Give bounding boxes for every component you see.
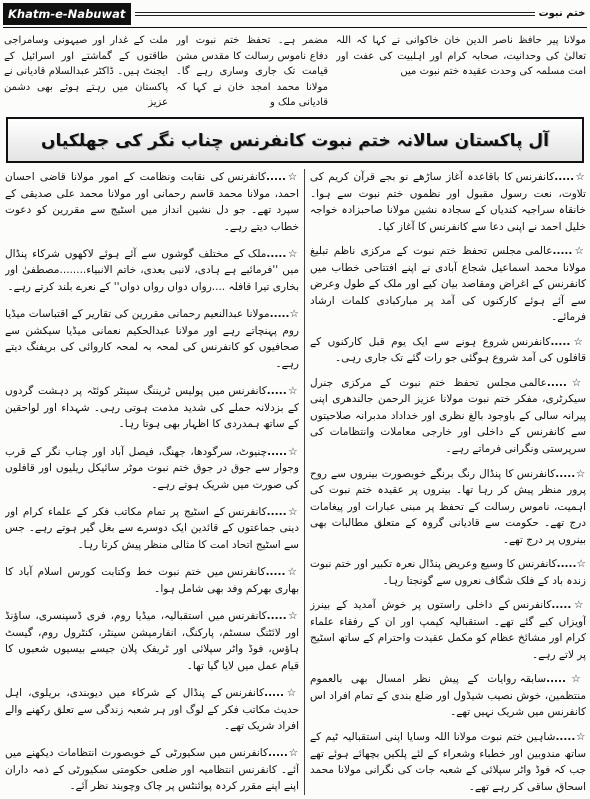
star-bullet: ☆..... xyxy=(267,747,299,760)
article-headline: آل پاکستان سالانہ ختم نبوت کانفرنس چناب نگر کی جھلکیاں xyxy=(41,130,549,151)
news-item-text: شاہین ختم نبوت مولانا اللہ وسایا اپنی استقبالیہ ٹیم کے ساتھ مندوبین اور خطباء وشعراء کے لئے پلکیں بچھائے ہوئے تھے جب کہ فوڈ واٹر سپلائی کے شعبہ جات کی نگرانی مولانا محمد اسحاق ساقی کر رہے تھے۔ xyxy=(310,731,586,793)
publication-logo: ختم نبوت xyxy=(538,8,586,19)
news-item-text: کانفرنس کی نقابت ونظامت کے امور مولانا قاضی احسان احمد، مولانا محمد قاسم رحمانی اور مولانا محمد علی صدیقی کے سپرد تھے۔ جو دل نشین انداز میں اسٹیج سے مقررین کو دعوت خطاب دیتے رہے۔ xyxy=(5,171,299,233)
news-item xyxy=(5,306,299,372)
news-item xyxy=(310,671,586,721)
star-bullet: ☆..... xyxy=(266,171,299,183)
intro-column-left: ملت کے غدار اور صیہونی وسامراجی طاقتوں کے گماشتے اور اسرائیل کے ایجنٹ ہیں۔ ڈاکٹر عبدالسلام قادیانی نے پاکستان میں رہتے ہوئے بھی دشمن عزیز xyxy=(4,35,168,108)
star-bullet: ☆..... xyxy=(556,558,586,571)
news-item xyxy=(5,564,299,597)
news-item-text: کانفرنس شروع ہونے سے ایک یوم قبل کارکنوں کے قافلوں کی آمد شروع ہوگئی جو رات گئے تک جاری رہی۔ xyxy=(310,335,586,365)
news-item xyxy=(310,729,586,795)
news-item xyxy=(310,169,586,235)
news-item-text: ملک کے مختلف گوشوں سے آئے ہوئے لاکھوں شرکاء پنڈال میں ''فرمائیے ہے ہادی، لانبی بعدی، خاتم الانبیاء........مصطفیٰ اور بخاری تیرا قافلہ ....رواں دواں رواں دواں'' کے نعرے بلند کرتے رہے۔ xyxy=(5,247,299,293)
news-item xyxy=(5,608,299,674)
star-bullet: ☆..... xyxy=(266,505,299,518)
star-bullet: ☆..... xyxy=(552,245,586,258)
news-item-text: کانفرنس کا وسیع وعریض پنڈال نعرہ تکبیر اور ختم نبوت زندہ باد کے فلک شگاف نعروں سے گونجتا رہا۔ xyxy=(310,558,586,587)
intro-column-middle: مضمر ہے۔ تحفظ ختم نبوت اور دفاع ناموس رسالت کا مقدس مشن قیامت تک جاری وساری رہے گا۔ مولانا محمد امجد خان نے کہا کہ قادیانی ملک و xyxy=(176,35,328,108)
publication-title: Khatm-e-Nabuwat xyxy=(3,3,131,25)
headline-banner xyxy=(6,117,584,163)
star-bullet: ☆..... xyxy=(264,687,299,699)
news-item-text: کانفرنس کے داخلی راستوں پر خوش آمدید کے بینرز آویزاں کیے گئے تھے۔ استقبالیہ کیمپ اور ان کے رفقاء علماء کرام اور مشائخ عظام کو مکمل عقیدت واحترام کے ساتھ اسٹیج پر لاتے رہے۔ xyxy=(310,599,586,661)
star-bullet: ☆..... xyxy=(266,247,299,260)
star-bullet: ☆..... xyxy=(265,566,299,579)
news-item xyxy=(5,444,299,494)
header-divider xyxy=(3,27,587,28)
continued-text xyxy=(4,33,586,113)
news-item xyxy=(5,745,299,795)
star-bullet: ☆..... xyxy=(269,308,299,321)
star-bullet: ☆..... xyxy=(266,610,299,623)
news-item-text: کانفرنس کے اسٹیج پر تمام مکاتب فکر کے علماء کرام اور دینی جماعتوں کے قائدین ایک دوسرے سے بغل گیر ہوتے رہے۔ جس سے اسٹیج اتحاد امت کا مثالی منظر پیش کرتا رہا۔ xyxy=(5,505,299,551)
news-item xyxy=(5,169,299,235)
star-bullet: ☆..... xyxy=(554,171,586,183)
star-bullet: ☆..... xyxy=(551,599,586,612)
news-item-text: عالمی مجلس تحفظ ختم نبوت کے مرکزی ناظم تبلیغ مولانا محمد اسماعیل شجاع آبادی نے اپنے افتتاحی خطاب میں کانفرنس کے اغراض ومقاصد بیان کیے اور ملک کے طول وعرض سے آئے ہوئے کارکنوں کی آمد پر مبارکبادی کلمات ارشاد فرمائے۔ xyxy=(310,245,586,324)
news-item-text: کانفرنس کا پنڈال رنگ برنگے خوبصورت بینروں سے روح پرور منظر پیش کر رہا تھا۔ بینروں پر عقیدہ ختم نبوت کی اہمیت، ناموس رسالت کے تحفظ پر مبنی عبارات اور پیغامات درج تھے۔ حکومت سے قادیانی گروہ کے متعلق مطالبات بھی بینروں پر درج تھے۔ xyxy=(310,467,586,546)
news-item-text: کانفرنس کا باقاعدہ آغاز ساڑھے نو بجے قرآن کریم کی تلاوت، نعت رسول مقبول اور نظموں ختم نبوت سے ہوا۔ خانقاہ سراجیہ کندیاں کے سجادہ نشین مولانا صاحبزادہ خواجہ خلیل احمد نے اپنی دعا سے کانفرنس کا آغاز کیا۔ xyxy=(310,171,586,233)
column-divider xyxy=(304,169,305,795)
news-item xyxy=(310,597,586,663)
article-body xyxy=(4,169,586,795)
news-item xyxy=(5,383,299,433)
page-header xyxy=(3,3,587,29)
star-bullet: ☆..... xyxy=(546,376,586,389)
star-bullet: ☆..... xyxy=(266,385,299,398)
news-item xyxy=(5,246,299,296)
news-item-text: کانفرنس میں استقبالیہ، میڈیا روم، فری ڈسپنسری، ساؤنڈ اور لائٹنگ سسٹم، پارکنگ، انفارمیشن سینٹر، کنٹرول روم، گیسٹ ہاؤس، فوڈ واٹر سپلائی اور ٹریفک پلان جیسے بیسیوں شعبوں کا قیام عمل میں لایا گیا تھا۔ xyxy=(5,610,299,672)
header-rule xyxy=(135,12,535,16)
star-bullet: ☆..... xyxy=(550,335,586,348)
news-item xyxy=(310,334,586,367)
star-bullet: ☆..... xyxy=(555,731,586,743)
news-item xyxy=(310,466,586,549)
news-item xyxy=(310,556,586,589)
news-item-text: کانفرنس میں ختم نبوت خط وکتابت کورس اسلام آباد کا بھاری بھرکم وفد بھی شامل ہوا۔ xyxy=(5,566,299,595)
star-bullet: ☆..... xyxy=(267,445,299,458)
news-item-text: کانفرنس کے پنڈال کے شرکاء میں دیوبندی، بریلوی، اہل حدیث مکاتب فکر کے لوگ اور ہر شعبہ زندگی سے تعلق رکھنے والے افراد شریک تھے۔ xyxy=(5,687,299,732)
news-item-text: کانفرنس میں سکیورٹی کے خوبصورت انتظامات دیکھنے میں آئے۔ کانفرنس انتظامیہ اور ضلعی حکومتی سکیورٹی کے ذمہ داران اپنے اپنے مقرر کردہ پوائنٹس پر چاک وچوبند نظر آئے۔ xyxy=(5,747,299,793)
news-item-text: چنیوٹ، سرگودھا، جھنگ، فیصل آباد اور چناب نگر کے قرب وجوار سے جوق در جوق ختم نبوت موٹر سائیکل ریلیوں اور قافلوں کی صورت میں شریک ہوتے رہے۔ xyxy=(5,445,299,491)
star-bullet: ☆..... xyxy=(555,467,586,480)
news-item-text: سابقہ روایات کے پیش نظر امسال بھی بالعموم منتظمین، خوش نصیب شیڈول اور ضلع بندی کے تمام افراد اس کانفرنس میں شریک نہیں تھے۔ xyxy=(310,673,586,719)
news-item xyxy=(310,243,586,326)
article-column-right xyxy=(310,169,586,795)
star-bullet: ☆..... xyxy=(546,673,586,686)
article-column-left xyxy=(5,169,299,795)
news-item xyxy=(5,685,299,735)
news-item-text: عالمی مجلس تحفظ ختم نبوت کے مرکزی جنرل سیکرٹری، مفکر ختم نبوت مولانا عزیز الرحمن جالندھری اپنی پیرانہ سالی کے باوجود بالغ نظری اور خداداد مدبرانہ صلاحیتوں سے کانفرنس کے داخلی اور خارجی معاملات وانتظامات کی سرپرستی ونگرانی فرماتے رہے۔ xyxy=(310,376,586,455)
news-item-text: مولانا عبدالنعیم رحمانی مقررین کی تقاریر کے اقتباسات میڈیا روم پہنچاتے رہے اور مولانا عبدالحکیم نعمانی میڈیا سیکشن سے صحافیوں کو کانفرنس کی لمحہ بہ لمحہ کاروائی کی بریفنگ دیتے رہے۔ xyxy=(5,308,299,370)
news-item xyxy=(5,504,299,554)
news-item-text: کانفرنس میں پولیس ٹریننگ سینٹر کوئٹہ پر دہشت گردوں کے بزدلانہ حملے کی شدید مذمت ہوتی رہی۔ شہداء اور لواحقین کے ساتھ ہمدردی کا اظہار بھی ہوتا رہا۔ xyxy=(5,385,299,431)
intro-column-right: مولانا پیر حافظ ناصر الدین خان خاکوانی نے کہا کہ اللہ تعالیٰ کی وحدانیت، صحابہ کرام اور اہلبیت کی عفت اور امت مسلمہ کی وحدت عقیدہ ختم نبوت میں xyxy=(336,35,586,77)
news-item xyxy=(310,375,586,458)
